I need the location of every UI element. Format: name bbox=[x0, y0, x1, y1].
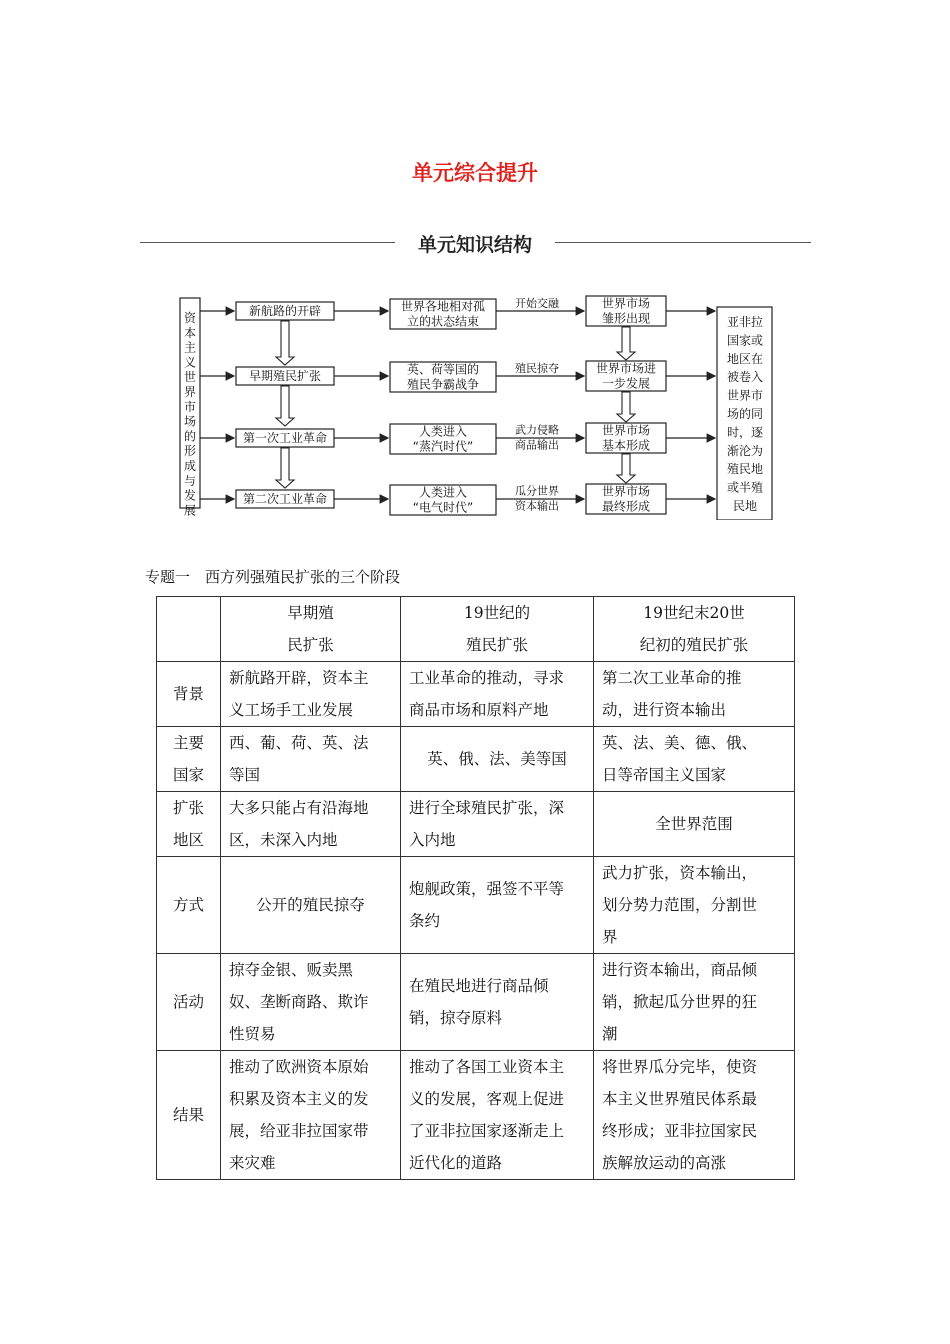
left-label-char: 场 bbox=[183, 414, 197, 429]
stage-down-arrow bbox=[276, 386, 294, 426]
cell-line: 条约 bbox=[409, 912, 441, 930]
market-down-arrow bbox=[617, 392, 635, 422]
cell-line: 西、葡、荷、英、法 bbox=[229, 734, 369, 752]
table-row bbox=[157, 792, 795, 857]
cell-line: 将世界瓜分完毕，使资 bbox=[602, 1058, 758, 1076]
event-text: 世界各地相对孤 bbox=[400, 299, 486, 314]
cell-line: 奴、垄断商路、欺诈 bbox=[229, 993, 369, 1011]
left-label-char: 发 bbox=[183, 488, 197, 503]
market-text: 一步发展 bbox=[601, 376, 651, 391]
table-cell bbox=[594, 857, 795, 954]
left-label-char: 形 bbox=[183, 444, 197, 459]
cell-line: 义工场手工业发展 bbox=[229, 701, 354, 719]
cell-line: 19世纪末20世 bbox=[643, 604, 745, 622]
page-title: 单元综合提升 bbox=[412, 161, 538, 185]
event-text: 人类进入 bbox=[418, 424, 468, 439]
cell-line: 界 bbox=[602, 928, 618, 946]
arrow-label: 殖民掠夺 bbox=[515, 362, 559, 375]
cell-line: 大多只能占有沿海地 bbox=[229, 799, 369, 817]
cell-line: 商品市场和原料产地 bbox=[409, 701, 549, 719]
table-cell bbox=[594, 792, 795, 857]
row-label-cell bbox=[157, 954, 221, 1051]
row-label-cell bbox=[157, 727, 221, 792]
cell-line: 了亚非拉国家逐渐走上 bbox=[409, 1122, 565, 1140]
cell-line: 全世界范围 bbox=[655, 815, 733, 833]
table-cell bbox=[221, 1051, 401, 1180]
stage-label: 新航路的开辟 bbox=[248, 304, 322, 318]
cell-line: 来灾难 bbox=[229, 1154, 276, 1172]
section-divider-right bbox=[555, 242, 811, 243]
table-cell bbox=[221, 662, 401, 727]
section-title: 单元知识结构 bbox=[417, 234, 532, 256]
event-text: “蒸汽时代” bbox=[412, 439, 474, 454]
cell-line: 工业革命的推动，寻求 bbox=[409, 669, 565, 687]
section-divider-left bbox=[140, 242, 395, 243]
market-text: 世界市场进 bbox=[595, 361, 657, 376]
cell-line: 活动 bbox=[172, 993, 204, 1011]
result-text: 殖民地 bbox=[726, 462, 764, 477]
cell-line: 武力扩张，资本输出， bbox=[602, 864, 758, 882]
cell-line: 掠夺金银、贩卖黑 bbox=[229, 961, 354, 979]
event-text: 殖民争霸战争 bbox=[406, 377, 480, 392]
table-row bbox=[157, 727, 795, 792]
left-label-char: 义 bbox=[183, 355, 197, 370]
table-row bbox=[157, 857, 795, 954]
market-down-arrow bbox=[617, 327, 635, 360]
cell-line: 终形成；亚非拉国家民 bbox=[602, 1122, 758, 1140]
market-text: 最终形成 bbox=[601, 499, 651, 514]
cell-line: 入内地 bbox=[409, 831, 456, 849]
table-cell bbox=[594, 662, 795, 727]
cell-line: 纪初的殖民扩张 bbox=[639, 636, 749, 654]
left-label-char: 主 bbox=[183, 340, 197, 355]
left-label-char: 世 bbox=[183, 370, 197, 385]
cell-line: 英、俄、法、美等国 bbox=[427, 750, 567, 768]
table-header-cell bbox=[594, 597, 795, 662]
table-cell bbox=[221, 727, 401, 792]
arrow-label: 武力侵略 bbox=[515, 423, 559, 437]
cell-line: 动，进行资本输出 bbox=[602, 701, 727, 719]
cell-line: 销，掠夺原料 bbox=[409, 1009, 503, 1027]
stage-down-arrow bbox=[276, 321, 294, 365]
topic-label: 专题一 西方列强殖民扩张的三个阶段 bbox=[145, 568, 401, 586]
cell-line: 销，掀起瓜分世界的狂 bbox=[602, 993, 758, 1011]
cell-line: 在殖民地进行商品倾 bbox=[409, 977, 549, 995]
market-down-arrow bbox=[617, 454, 635, 483]
left-label-char: 本 bbox=[183, 325, 197, 340]
result-text: 世界市 bbox=[726, 388, 764, 403]
table-header-cell bbox=[401, 597, 594, 662]
row-label-cell bbox=[157, 1051, 221, 1180]
table-cell bbox=[221, 857, 401, 954]
result-text: 地区在 bbox=[726, 351, 764, 366]
left-label-char: 市 bbox=[183, 399, 197, 414]
market-text: 世界市场 bbox=[601, 423, 651, 438]
cell-line: 公开的殖民掠夺 bbox=[256, 896, 365, 914]
table-cell bbox=[401, 662, 594, 727]
table-cell bbox=[594, 727, 795, 792]
cell-line: 方式 bbox=[172, 896, 204, 914]
arrow-label: 瓜分世界 bbox=[515, 484, 559, 498]
cell-line: 义的发展，客观上促进 bbox=[409, 1090, 565, 1108]
cell-line: 族解放运动的高涨 bbox=[602, 1154, 727, 1172]
cell-line: 积累及资本主义的发 bbox=[229, 1090, 369, 1108]
cell-line: 日等帝国主义国家 bbox=[602, 766, 727, 784]
stage-label: 第二次工业革命 bbox=[242, 492, 328, 506]
colonial-expansion-table bbox=[156, 596, 795, 1180]
arrow-label: 开始交融 bbox=[515, 297, 559, 310]
left-label-char: 界 bbox=[183, 385, 197, 399]
table-cell bbox=[594, 1051, 795, 1180]
event-text: 英、荷等国的 bbox=[406, 362, 480, 377]
row-label-cell bbox=[157, 662, 221, 727]
stage-label: 第一次工业革命 bbox=[242, 431, 328, 445]
table-header-cell bbox=[221, 597, 401, 662]
cell-line: 展，给亚非拉国家带 bbox=[229, 1122, 369, 1140]
left-label-char: 成 bbox=[183, 459, 197, 473]
market-text: 基本形成 bbox=[601, 438, 651, 453]
table-row bbox=[157, 662, 795, 727]
left-label-char: 展 bbox=[183, 503, 197, 518]
arrow-label: 商品输出 bbox=[515, 438, 559, 452]
table-cell bbox=[221, 954, 401, 1051]
cell-line: 殖民扩张 bbox=[465, 636, 528, 654]
result-text: 场的同 bbox=[726, 407, 764, 421]
cell-line: 国家 bbox=[172, 766, 204, 784]
table-corner-cell bbox=[157, 597, 221, 662]
cell-line: 近代化的道路 bbox=[409, 1154, 503, 1172]
table-cell bbox=[594, 954, 795, 1051]
cell-line: 扩张 bbox=[172, 799, 204, 817]
result-text: 国家或 bbox=[726, 333, 764, 348]
cell-line: 早期殖 bbox=[287, 604, 334, 622]
cell-line: 推动了欧洲资本原始 bbox=[229, 1058, 369, 1076]
result-text: 被卷入 bbox=[726, 370, 764, 385]
market-text: 雏形出现 bbox=[601, 311, 651, 326]
knowledge-structure-diagram bbox=[0, 290, 950, 520]
cell-line: 新航路开辟，资本主 bbox=[229, 669, 369, 687]
cell-line: 等国 bbox=[229, 766, 261, 784]
table-row bbox=[157, 1051, 795, 1180]
left-label-char: 的 bbox=[183, 429, 197, 444]
market-text: 世界市场 bbox=[601, 484, 651, 499]
cell-line: 结果 bbox=[172, 1106, 204, 1124]
cell-line: 推动了各国工业资本主 bbox=[409, 1058, 565, 1076]
event-text: “电气时代” bbox=[412, 500, 474, 515]
cell-line: 潮 bbox=[602, 1025, 618, 1043]
cell-line: 进行资本输出，商品倾 bbox=[602, 961, 758, 979]
table-header-row bbox=[157, 597, 795, 662]
cell-line: 本主义世界殖民体系最 bbox=[602, 1090, 758, 1108]
result-text: 民地 bbox=[732, 499, 758, 513]
cell-line: 炮舰政策，强签不平等 bbox=[409, 880, 565, 898]
table-cell bbox=[401, 954, 594, 1051]
event-text: 人类进入 bbox=[418, 485, 468, 500]
result-text: 或半殖 bbox=[726, 480, 764, 495]
stage-down-arrow bbox=[276, 448, 294, 488]
cell-line: 进行全球殖民扩张，深 bbox=[409, 799, 565, 817]
market-text: 世界市场 bbox=[601, 296, 651, 311]
table-cell bbox=[401, 727, 594, 792]
table-cell bbox=[401, 1051, 594, 1180]
result-text: 亚非拉 bbox=[726, 315, 764, 329]
result-text: 渐沦为 bbox=[726, 443, 764, 458]
table-cell bbox=[221, 792, 401, 857]
table-row bbox=[157, 954, 795, 1051]
row-label-cell bbox=[157, 792, 221, 857]
event-text: 立的状态结束 bbox=[406, 314, 480, 329]
cell-line: 区，未深入内地 bbox=[229, 831, 338, 849]
cell-line: 第二次工业革命的推 bbox=[602, 669, 742, 687]
table-cell bbox=[401, 857, 594, 954]
cell-line: 背景 bbox=[172, 685, 204, 703]
cell-line: 地区 bbox=[172, 831, 204, 849]
arrow-label: 资本输出 bbox=[515, 499, 559, 513]
stage-label: 早期殖民扩张 bbox=[248, 369, 322, 383]
table-cell bbox=[401, 792, 594, 857]
cell-line: 性贸易 bbox=[229, 1025, 276, 1043]
cell-line: 19世纪的 bbox=[463, 604, 531, 622]
left-label-char: 与 bbox=[183, 473, 197, 488]
cell-line: 主要 bbox=[172, 734, 204, 752]
cell-line: 划分势力范围，分割世 bbox=[602, 896, 758, 914]
cell-line: 民扩张 bbox=[287, 636, 334, 654]
row-label-cell bbox=[157, 857, 221, 954]
cell-line: 英、法、美、德、俄、 bbox=[602, 734, 758, 752]
left-label-char: 资 bbox=[183, 311, 197, 325]
result-text: 时，逐 bbox=[726, 425, 764, 440]
